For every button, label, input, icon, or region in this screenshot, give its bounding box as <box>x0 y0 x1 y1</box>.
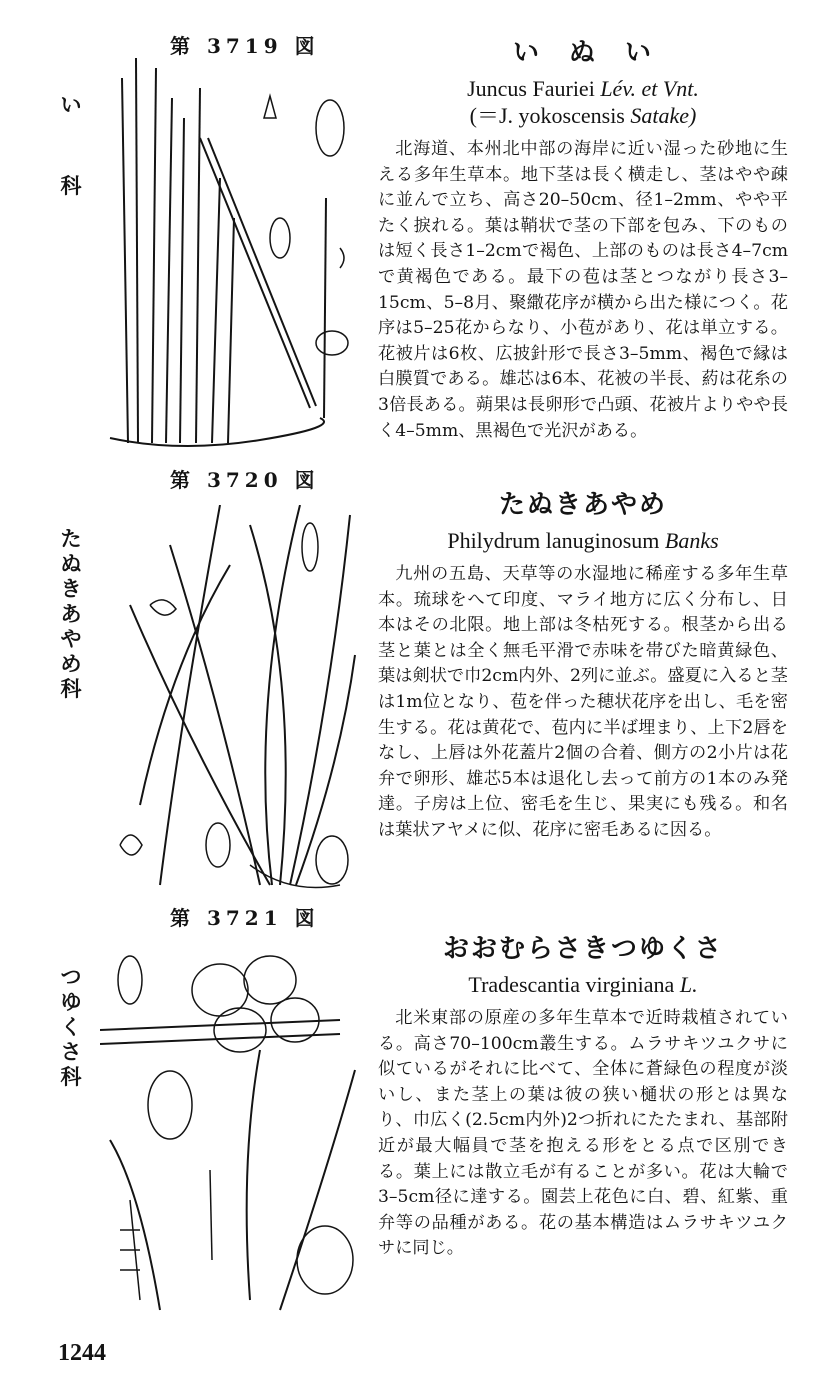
family-char: や <box>60 626 82 651</box>
entry-description: 九州の五島、天草等の水湿地に稀産する多年生草本。琉球をへて印度、マライ地方に広く分布し、日本はその北限。地上部は冬枯死する。根茎から出る茎と葉とは全く無毛平滑で赤味を帯びた暗黄緑色、葉は剣状で巾2cm内外、2列に並ぶ。盛夏に入ると茎は1m位となり、苞を伴った穂状花序を出し、毛を密生する。花は黄花で、苞内に半ば埋まり、上下2唇をなし、上唇は外花蓋片2個の合着、側方の2小片は花弁で卵形、雄芯5本は退化し去って前方の1本のみ発達。子房は上位、密毛を生じ、果実にも残る。和名は葉状アヤメに似、花序に密毛あるに因る。 <box>378 564 788 840</box>
scientific-name <box>378 971 788 998</box>
family-char: あ <box>60 601 82 626</box>
entry-title: おおむらさきつゆくさ <box>442 934 723 964</box>
family-char: め <box>60 651 82 676</box>
family-label-philydraceae <box>58 526 84 701</box>
family-char: た <box>60 526 82 551</box>
tradescantia-illustration <box>100 940 360 1320</box>
entry-tradescantia <box>378 928 788 1262</box>
entry-description: 北海道、本州北中部の海岸に近い湿った砂地に生える多年生草本。地下茎は長く横走し、茎はやや疎に並んで立ち、高さ20–50cm、径1–2mm、やや平たく捩れる。葉は鞘状で茎の下部を包み、下のものは短く長さ1–2cmで褐色、上部のものは長さ4–7cmで黄褐色である。最下の苞は茎とつながり長さ3–15cm、5–8月、聚繖花序が横から出た様につく。花序は5–25花からなり、小苞があり、花は単立する。花被片は6枚、広披針形で長さ3–5mm、褐色で縁は白膜質である。雄芯は6本、花被の半長、葯は花糸の3倍長ある。蒴果は長卵形で凸頭、花被片よりやや長く4–5mm、黒褐色で光沢がある。 <box>378 139 788 441</box>
figure-label-3720: 第 3720 図 <box>170 468 320 492</box>
latin-author: L. <box>679 972 698 997</box>
entry-title: たぬきあやめ <box>498 490 667 520</box>
entry-title: い ぬ い <box>512 38 653 68</box>
family-char: い <box>60 92 82 117</box>
philydrum-illustration <box>100 505 360 895</box>
family-label-juncaceae <box>58 92 84 198</box>
figure-label-3719: 第 3719 図 <box>170 34 320 58</box>
scientific-name <box>378 527 788 554</box>
scientific-name <box>378 75 788 102</box>
entry-description: 北米東部の原産の多年生草本で近時栽植されている。高さ70–100cm叢生する。ムラサキツユクサに似ているがそれに比べて、全体に蒼緑色の程度が淡いし、また茎上の葉は彼の狭い樋状の形とは異なり、巾広く(2.5cm内外)2つ折れにたたまれ、基部附近が最大幅員で茎を抱える形をとる点で区別できる。葉上には散立毛が有ることが多い。花は大輪で3–5cm径に達する。園芸上花色に白、碧、紅紫、重弁等の品種がある。花の基本構造はムラサキツユクサに同じ。 <box>378 1008 788 1259</box>
latin-name: Tradescantia virginiana <box>468 972 675 997</box>
entry-juncus <box>378 32 788 444</box>
synonym-author: Satake) <box>630 103 697 128</box>
family-char: さ <box>60 1039 82 1064</box>
family-char: 科 <box>60 1064 82 1089</box>
page-number: 1244 <box>58 1340 106 1366</box>
family-char: ぬ <box>60 551 82 576</box>
latin-name: Juncus Fauriei <box>467 76 595 101</box>
latin-author: Lév. et Vnt. <box>600 76 699 101</box>
latin-name: Philydrum lanuginosum <box>447 528 660 553</box>
family-label-commelinaceae <box>58 964 84 1089</box>
family-char: き <box>60 576 82 601</box>
latin-author: Banks <box>664 528 719 553</box>
family-char: く <box>60 1014 82 1039</box>
family-char: 科 <box>60 173 82 198</box>
family-char: つ <box>60 964 82 989</box>
synonym-name <box>378 102 788 129</box>
family-char: 科 <box>60 676 82 701</box>
synonym-latin: (＝J. yokoscensis <box>469 103 625 128</box>
family-char: ゆ <box>60 989 82 1014</box>
figure-label-3721: 第 3721 図 <box>170 906 320 930</box>
juncus-illustration <box>100 58 360 468</box>
entry-philydrum <box>378 484 788 844</box>
